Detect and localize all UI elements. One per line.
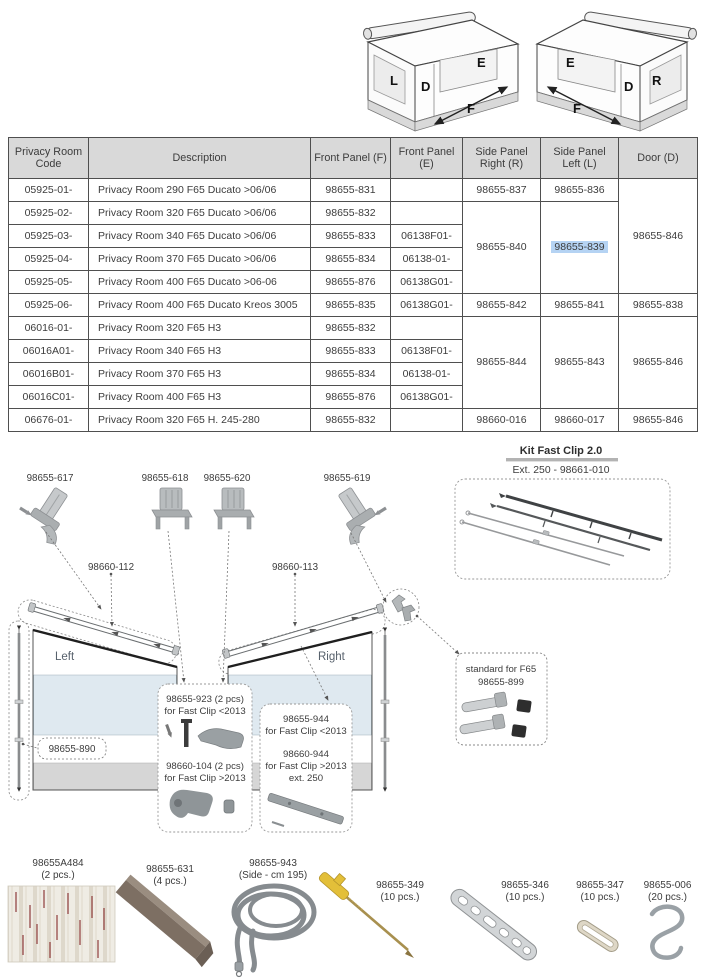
table-header-row (9, 138, 698, 179)
table-cell: Privacy Room 340 F65 Ducato >06/06 (89, 225, 311, 248)
part-code: 98655-347 (576, 880, 624, 891)
table-cell: 98655-836 (541, 179, 619, 202)
table-cell: 05925-01- (9, 179, 89, 202)
table-cell: Privacy Room 400 F65 H3 (89, 386, 311, 409)
table-cell: 98660-016 (463, 409, 541, 432)
table-cell: 98655-832 (311, 409, 391, 432)
part-qty: (10 pcs.) (580, 891, 620, 903)
standard-line1: standard for F65 (465, 664, 537, 675)
callout-box-b (260, 704, 352, 832)
callout-a-line1: 98655-923 (2 pcs) (166, 694, 244, 705)
table-cell: 06138F01- (391, 225, 463, 248)
pole-part-label: 98655-890 (48, 744, 96, 755)
label-F: F (467, 101, 475, 116)
table-cell: 98655-876 (311, 271, 391, 294)
table-cell: 98655-831 (311, 179, 391, 202)
table-cell: Privacy Room 340 F65 H3 (89, 340, 311, 363)
bottom-part-label-1 (8, 858, 108, 881)
callout-b-line4: for Fast Clip >2013 (265, 761, 347, 772)
table-cell: 98655-876 (311, 386, 391, 409)
table-cell: 98655-844 (463, 317, 541, 409)
part-code: 98655-943 (249, 858, 297, 869)
label-E: E (477, 55, 486, 70)
column-header: Front Panel (E) (391, 138, 463, 179)
zipper-image (234, 886, 314, 977)
part-code: 98655-349 (376, 880, 424, 891)
label-R2: R (652, 73, 662, 88)
table-cell: 98655-846 (619, 179, 698, 294)
table-cell: 06016B01- (9, 363, 89, 386)
table-cell: Privacy Room 400 F65 Ducato >06-06 (89, 271, 311, 294)
table-cell: 05925-05- (9, 271, 89, 294)
standard-line2: 98655-899 (478, 677, 524, 688)
clip-detail-circle (383, 589, 419, 625)
table-cell: 05925-03- (9, 225, 89, 248)
table-cell: 98660-017 (541, 409, 619, 432)
label-L: L (390, 73, 398, 88)
part-qty: (2 pcs.) (41, 869, 75, 881)
table-cell: 06138F01- (391, 340, 463, 363)
part-code: 98655-006 (643, 880, 692, 891)
callout-b-line3: 98660-944 (283, 749, 329, 760)
table-cell: 05925-02- (9, 202, 89, 225)
table-cell: 06016C01- (9, 386, 89, 409)
table-cell: 98655-834 (311, 363, 391, 386)
table-cell: Privacy Room 290 F65 Ducato >06/06 (89, 179, 311, 202)
table-cell: 98655-832 (311, 202, 391, 225)
highlighted-cell-value: 98655-839 (551, 241, 607, 253)
column-header: Side Panel Right (R) (463, 138, 541, 179)
callout-b-line1: 98655-944 (283, 714, 329, 725)
kit-title: Kit Fast Clip 2.0 (519, 445, 603, 457)
kit-subtitle: Ext. 250 - 98661-010 (512, 465, 610, 476)
table-cell: 98655-833 (311, 225, 391, 248)
peg-image (318, 865, 414, 958)
table-cell: 06138-01- (391, 248, 463, 271)
table-cell: 98655-833 (311, 340, 391, 363)
callout-b-line5: ext. 250 (288, 773, 324, 784)
pole-right-part (381, 631, 389, 791)
fabric-sample-image (8, 886, 115, 962)
table-cell: 06138G01- (391, 271, 463, 294)
table-cell: 98655-846 (619, 317, 698, 409)
label-D2: D (624, 79, 634, 94)
part-label-620: 98655-620 (203, 473, 251, 484)
table-cell: Privacy Room 320 F65 H. 245-280 (89, 409, 311, 432)
table-row (9, 202, 698, 225)
label-E2: E (566, 55, 575, 70)
table-row (9, 317, 698, 340)
table-row (9, 179, 698, 202)
bracket-619-part (325, 484, 388, 547)
table-cell: 98655-843 (541, 317, 619, 409)
label-D: D (421, 79, 431, 94)
part-qty: (Side - cm 195) (238, 869, 308, 881)
part-label-617: 98655-617 (26, 473, 74, 484)
table-cell: 06016A01- (9, 340, 89, 363)
table-cell: Privacy Room 320 F65 H3 (89, 317, 311, 340)
awning-right-diagram (537, 11, 697, 131)
table-cell: 98655-840 (463, 202, 541, 294)
table-cell: 05925-04- (9, 248, 89, 271)
table-cell: 98655-837 (463, 179, 541, 202)
callout-a-line3: 98660-104 (2 pcs) (166, 761, 244, 772)
callout-a-line4: for Fast Clip >2013 (164, 773, 246, 784)
table-cell: 98655-832 (311, 317, 391, 340)
table-cell: 98655-841 (541, 294, 619, 317)
part-code: 98655A484 (32, 858, 84, 869)
kit-fast-clip-box (455, 445, 670, 579)
part-label-618: 98655-618 (141, 473, 189, 484)
bottom-part-label-7 (625, 880, 705, 903)
column-header: Description (89, 138, 311, 179)
part-qty: (10 pcs.) (505, 891, 545, 903)
table-cell: Privacy Room 400 F65 Ducato Kreos 3005 (89, 294, 311, 317)
rubber-bar-image (114, 875, 217, 967)
bottom-part-label-2 (120, 864, 220, 887)
table-cell (541, 202, 619, 294)
part-qty: (10 pcs.) (380, 891, 420, 903)
table-row (9, 294, 698, 317)
awning-diagrams (0, 0, 705, 140)
table-cell: 98655-834 (311, 248, 391, 271)
table-cell: 98655-846 (619, 409, 698, 432)
table-cell: 98655-835 (311, 294, 391, 317)
rail-label-113: 98660-113 (271, 562, 319, 573)
part-code: 98655-346 (501, 880, 549, 891)
pole-left-part (9, 621, 29, 800)
table-cell (391, 179, 463, 202)
table-cell: Privacy Room 370 F65 Ducato >06/06 (89, 248, 311, 271)
s-hook-image (652, 907, 682, 958)
link-image (575, 918, 621, 954)
column-header: Door (D) (619, 138, 698, 179)
column-header: Privacy Room Code (9, 138, 89, 179)
bottom-part-label-4 (350, 880, 450, 903)
column-header: Front Panel (F) (311, 138, 391, 179)
table-cell: 06138-01- (391, 363, 463, 386)
table-cell: 98655-842 (463, 294, 541, 317)
table-cell: 06138G01- (391, 294, 463, 317)
part-qty: (20 pcs.) (648, 891, 687, 903)
bracket-617-part (19, 484, 82, 547)
table-cell: 06138G01- (391, 386, 463, 409)
part-qty: (4 pcs.) (153, 875, 187, 887)
table-cell: Privacy Room 370 F65 H3 (89, 363, 311, 386)
awning-left-diagram (363, 11, 518, 131)
callout-a-line2: for Fast Clip <2013 (164, 706, 246, 717)
panel-right-label: Right (318, 651, 345, 663)
table-cell: 06676-01- (9, 409, 89, 432)
table-cell (391, 202, 463, 225)
label-F2: F (573, 101, 581, 116)
part-code: 98655-631 (146, 864, 194, 875)
panel-left-label: Left (55, 651, 75, 663)
parts-table (8, 137, 698, 432)
rail-label-112: 98660-112 (87, 562, 135, 573)
table-cell: 98655-838 (619, 294, 698, 317)
bracket-618-part (152, 488, 192, 529)
column-header: Side Panel Left (L) (541, 138, 619, 179)
bottom-part-label-3 (218, 858, 328, 881)
side-panel-left-drawing (33, 630, 177, 790)
callout-b-line2: for Fast Clip <2013 (265, 726, 347, 737)
table-cell (391, 317, 463, 340)
callout-box-a (158, 684, 252, 832)
part-label-619: 98655-619 (323, 473, 371, 484)
table-cell: Privacy Room 320 F65 Ducato >06/06 (89, 202, 311, 225)
exploded-diagram (0, 425, 705, 850)
bracket-620-part (214, 488, 254, 529)
standard-f65-box (456, 653, 547, 745)
table-cell: 05925-06- (9, 294, 89, 317)
table-cell: 06016-01- (9, 317, 89, 340)
